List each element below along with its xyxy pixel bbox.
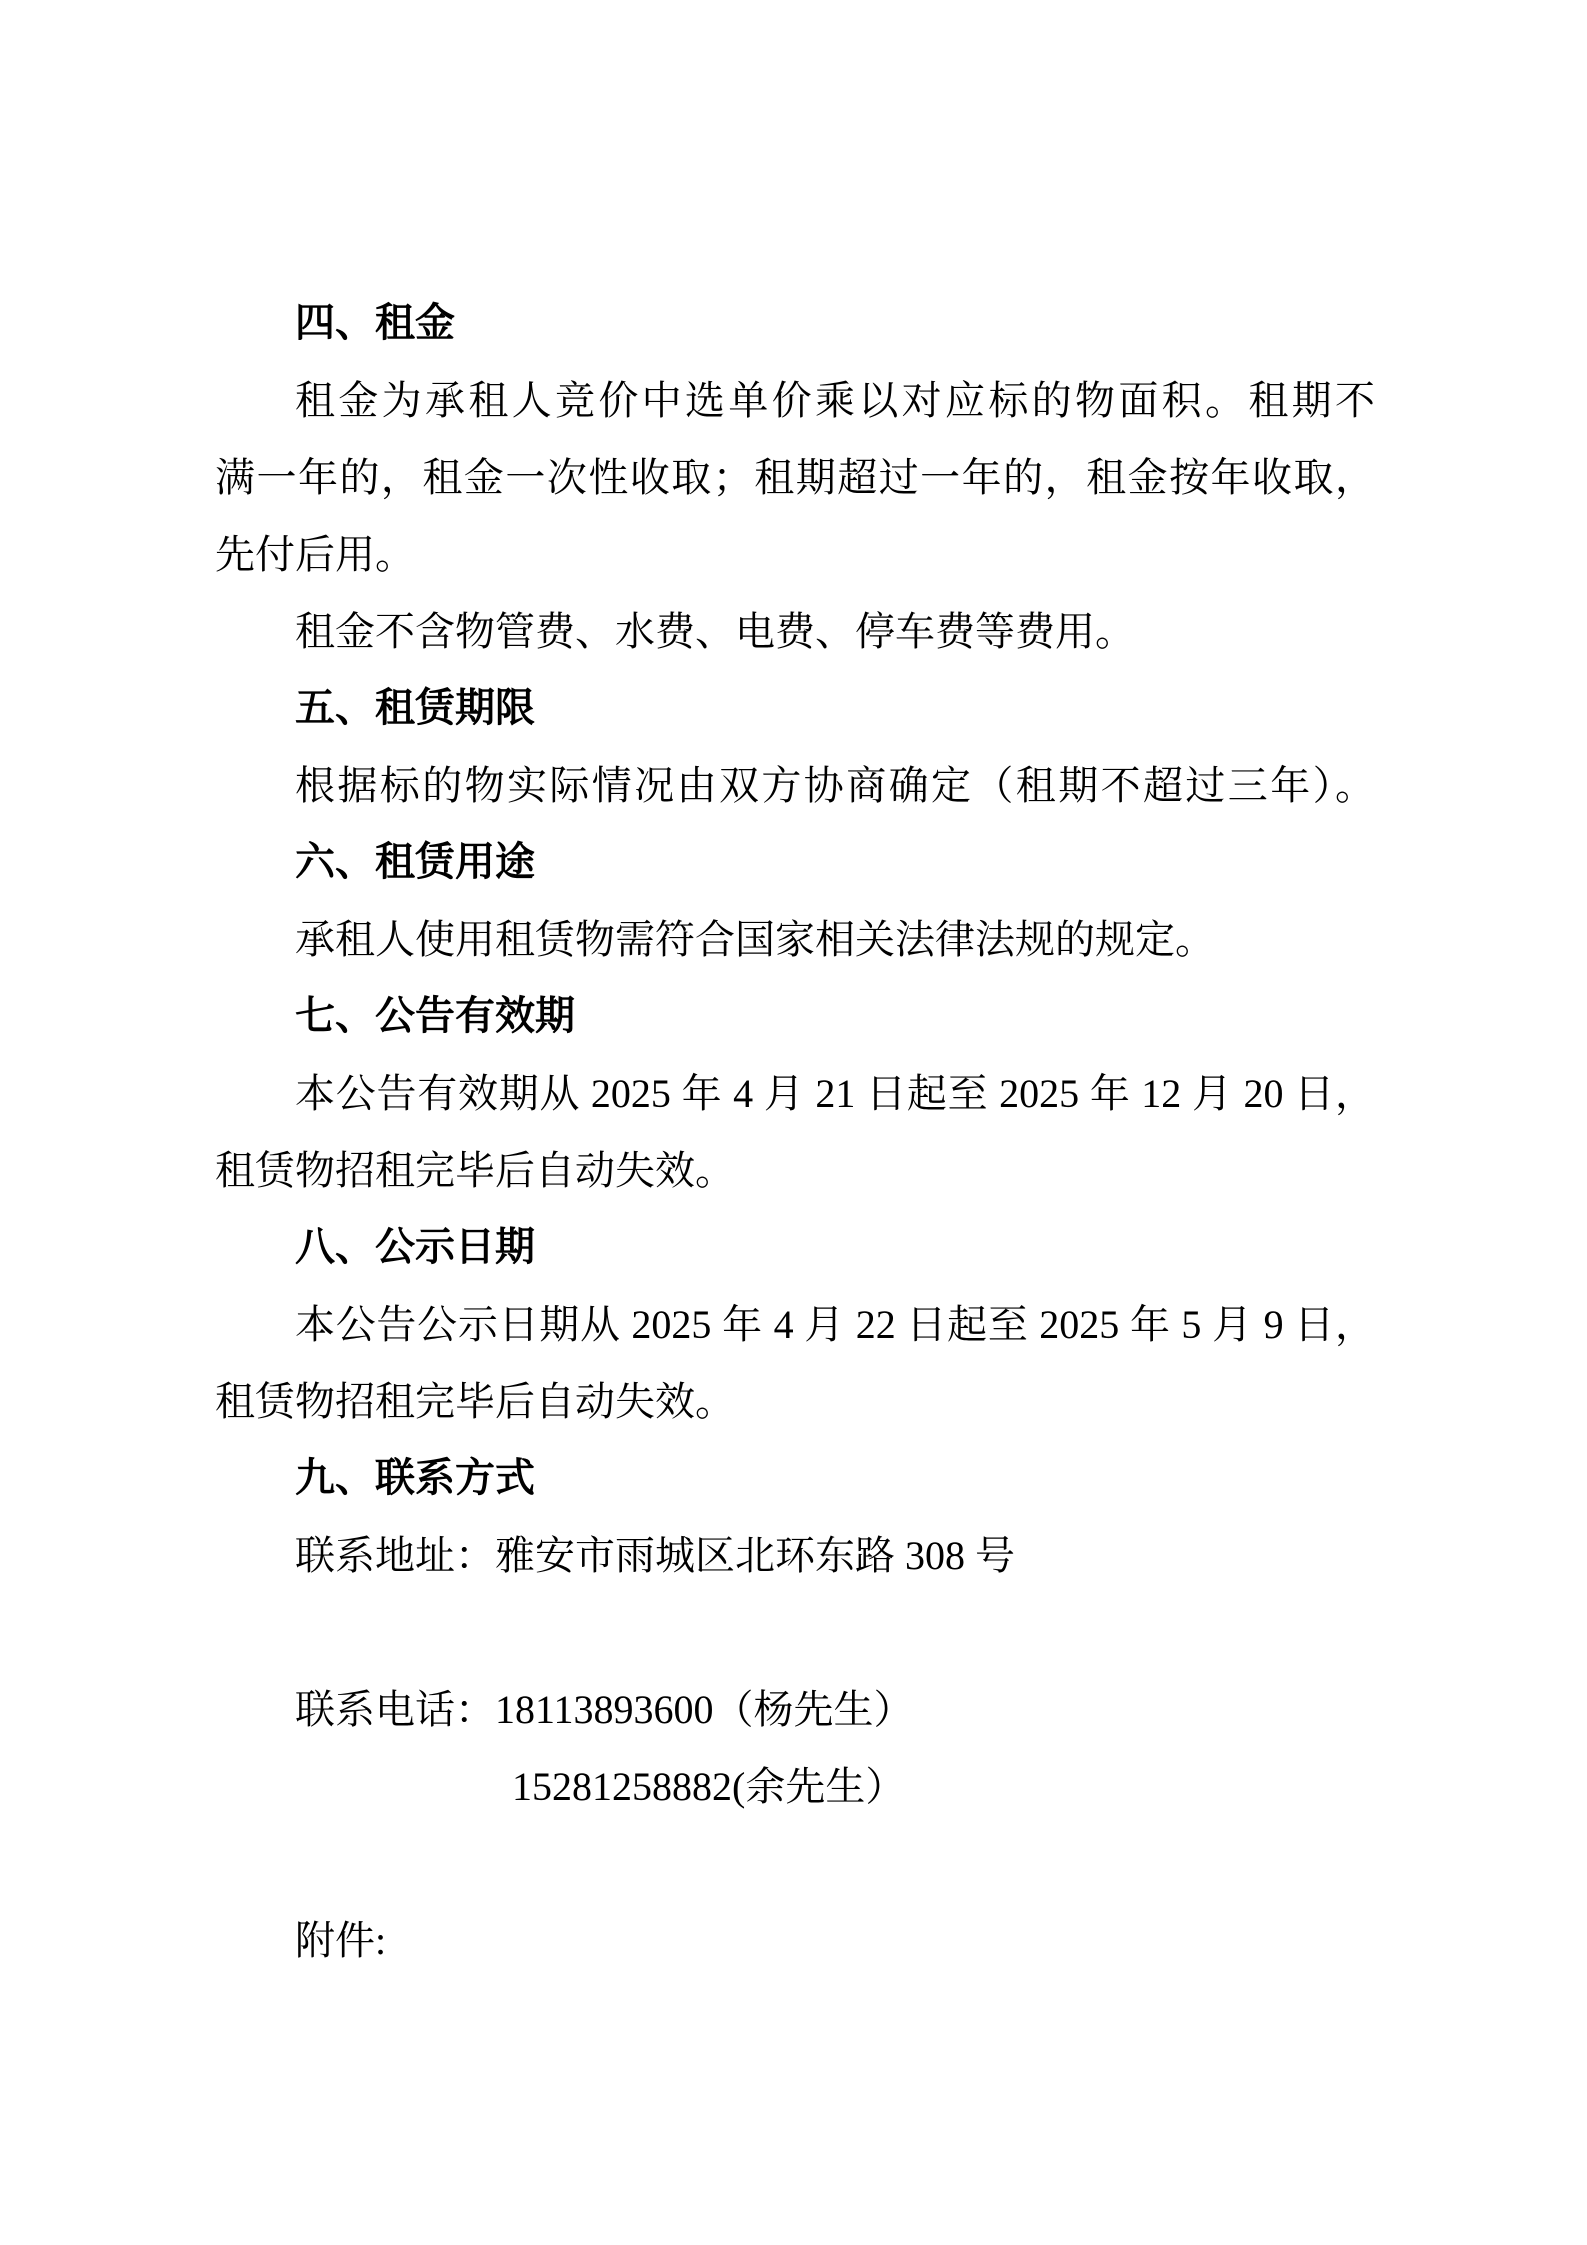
blank-line-2 xyxy=(215,1825,1375,1902)
contact-phone-1: 联系电话：18113893600（杨先生） xyxy=(295,1687,914,1732)
document-body xyxy=(215,285,1375,1979)
lease-purpose-text: 承租人使用租赁物需符合国家相关法律法规的规定。 xyxy=(295,917,1215,962)
rent-para-line-3: 先付后用。 xyxy=(215,532,415,577)
lease-term-text: 根据标的物实际情况由双方协商确定（租期不超过三年）。 xyxy=(295,763,1375,808)
rent-fees-note: 租金不含物管费、水费、电费、停车费等费用。 xyxy=(295,609,1135,654)
blank-line-1 xyxy=(215,1594,1375,1671)
heading-rent: 四、租金 xyxy=(295,301,455,345)
heading-publicity-date: 八、公示日期 xyxy=(295,1225,535,1269)
validity-line-2: 租赁物招租完毕后自动失效。 xyxy=(215,1148,735,1193)
heading-lease-purpose: 六、租赁用途 xyxy=(295,840,535,884)
heading-validity-period: 七、公告有效期 xyxy=(295,994,575,1038)
rent-para-line-1: 租金为承租人竞价中选单价乘以对应标的物面积。租期不 xyxy=(295,378,1375,423)
rent-para-line-2: 满一年的，租金一次性收取；租期超过一年的，租金按年收取， xyxy=(215,455,1375,500)
validity-line-1: 本公告有效期从 2025 年 4 月 21 日起至 2025 年 12 月 20 日， xyxy=(295,1071,1375,1116)
contact-address: 联系地址：雅安市雨城区北环东路 308 号 xyxy=(295,1533,1015,1578)
publicity-line-2: 租赁物招租完毕后自动失效。 xyxy=(215,1379,735,1424)
contact-phone-2: 15281258882(余先生） xyxy=(512,1764,906,1809)
heading-lease-term: 五、租赁期限 xyxy=(295,686,535,730)
attachment-label: 附件: xyxy=(295,1918,387,1963)
heading-contact: 九、联系方式 xyxy=(295,1456,535,1500)
publicity-line-1: 本公告公示日期从 2025 年 4 月 22 日起至 2025 年 5 月 9 日， xyxy=(295,1302,1375,1347)
